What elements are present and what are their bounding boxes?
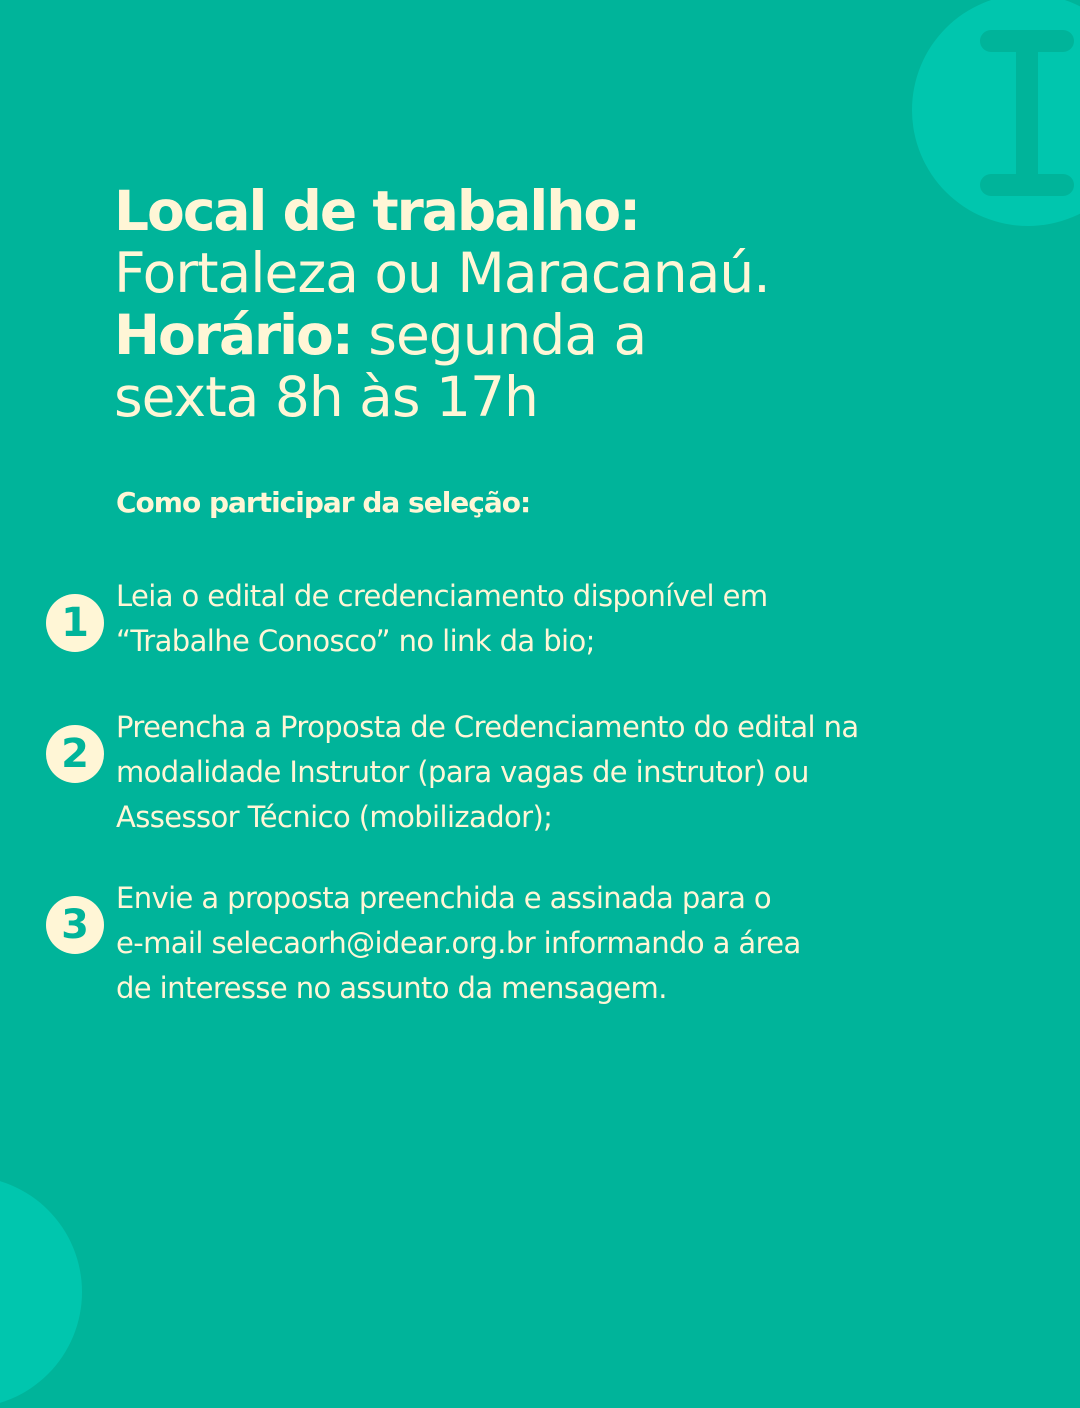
step-number-badge: 1 [46, 594, 104, 652]
headline [114, 180, 770, 428]
step-text-line: Preencha a Proposta de Credenciamento do edital na [116, 710, 859, 744]
location-label: Local de trabalho: [114, 179, 640, 243]
step-text-line: Leia o edital de credenciamento disponível em [116, 579, 768, 613]
schedule-label: Horário: [114, 303, 352, 367]
schedule-value-1: segunda a [368, 303, 647, 367]
section-subtitle: Como participar da seleção: [116, 486, 531, 519]
step-text [116, 876, 801, 1011]
step-number-badge: 3 [46, 896, 104, 954]
letter-i-logo-icon [978, 28, 1078, 198]
decorative-circle-bottom-left [0, 1176, 82, 1408]
step-text-line: “Trabalhe Conosco” no link da bio; [116, 624, 595, 658]
step-number-badge: 2 [46, 725, 104, 783]
step-text-line: modalidade Instrutor (para vagas de instrutor) ou [116, 755, 809, 789]
step-text-line: de interesse no assunto da mensagem. [116, 971, 667, 1005]
step-text-line: Envie a proposta preenchida e assinada para o [116, 881, 772, 915]
step-text [116, 705, 859, 840]
location-value: Fortaleza ou Maracanaú. [114, 241, 770, 305]
schedule-value-2: sexta 8h às 17h [114, 365, 538, 429]
step-text-line: Assessor Técnico (mobilizador); [116, 800, 553, 834]
step-text [116, 574, 768, 664]
step-text-line: e-mail selecaorh@idear.org.br informando a área [116, 926, 801, 960]
